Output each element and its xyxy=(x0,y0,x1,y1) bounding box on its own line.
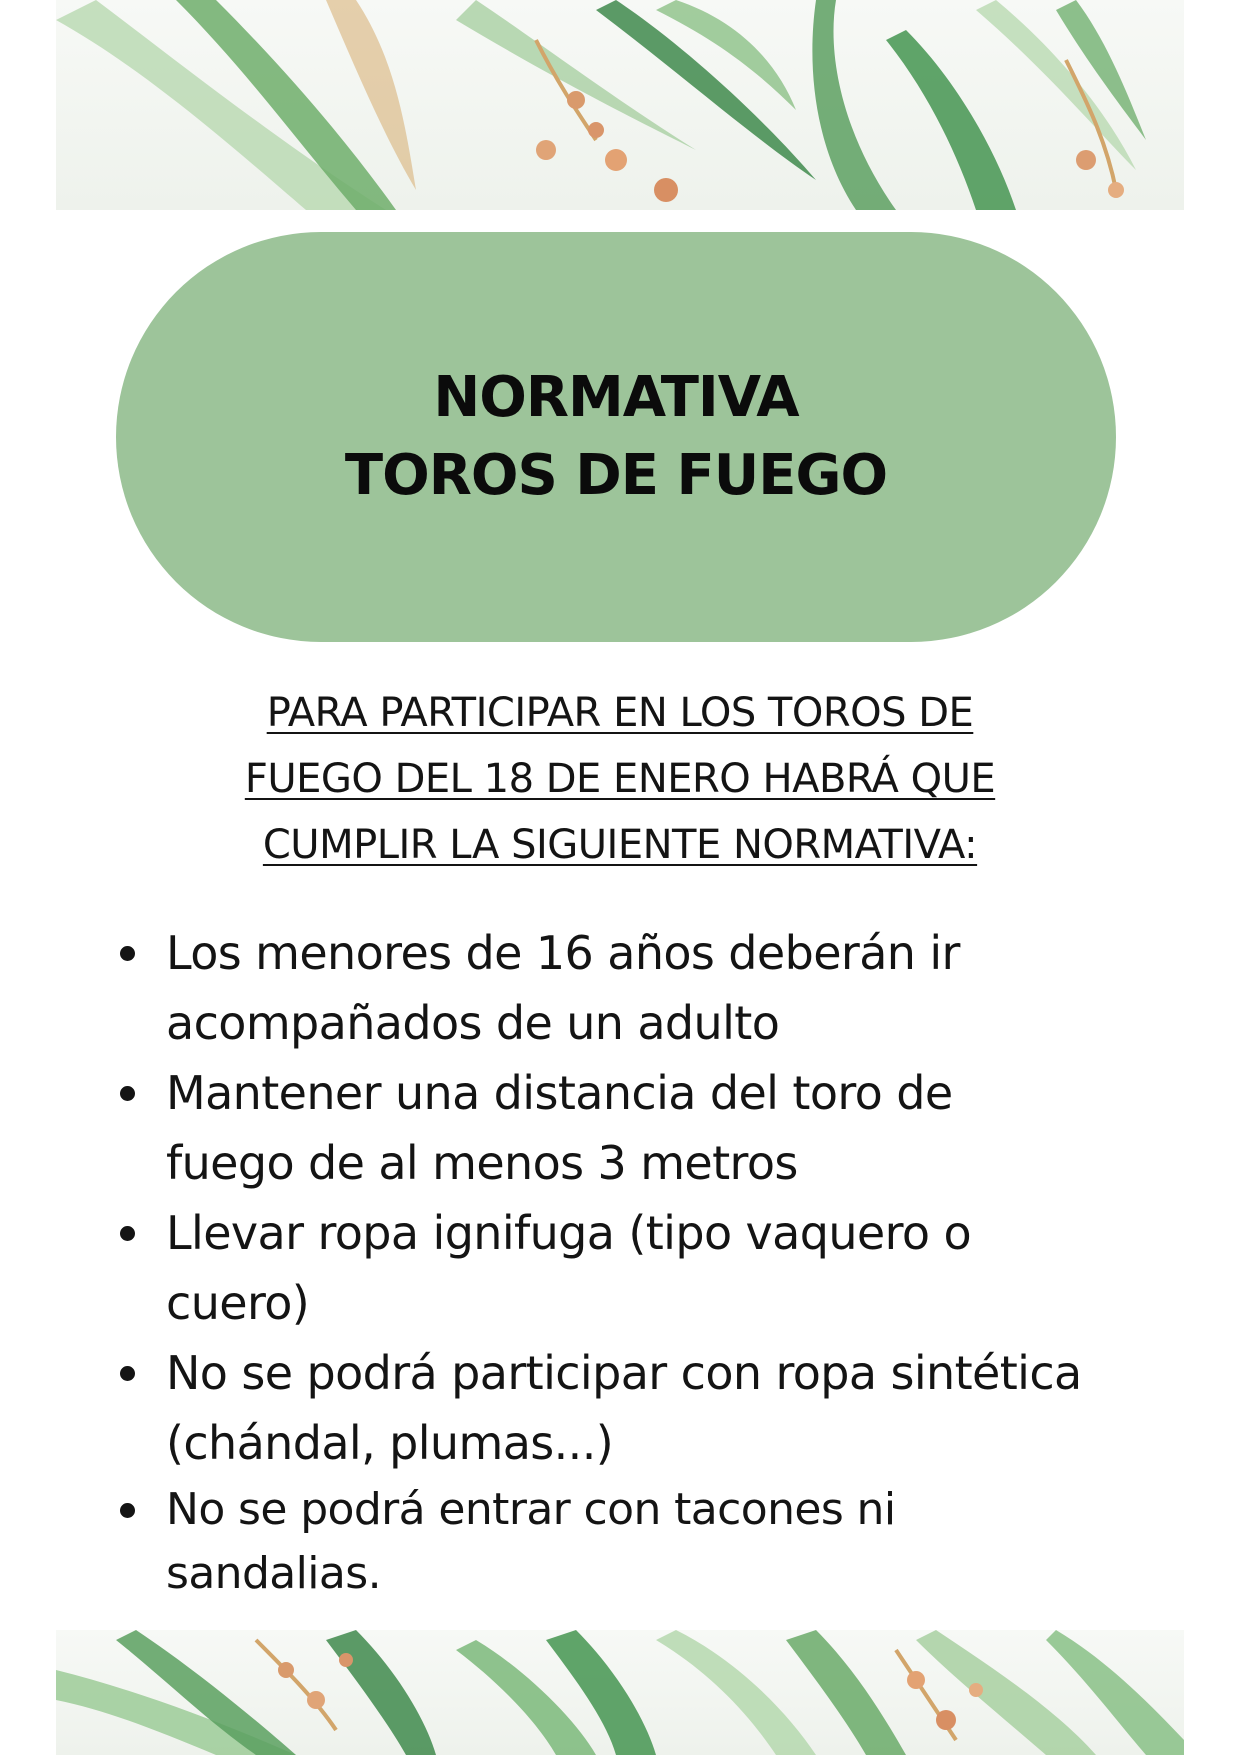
rule-text: Llevar ropa ignifuga (tipo vaquero o xyxy=(166,1206,971,1260)
rule-item xyxy=(112,1198,1192,1338)
title-line-1: NORMATIVA xyxy=(433,365,799,430)
rules-list xyxy=(112,918,1192,1606)
intro-text xyxy=(120,680,1120,878)
bullet-icon xyxy=(120,1086,135,1101)
rule-text: No se podrá entrar con tacones ni xyxy=(166,1484,896,1535)
rule-item xyxy=(112,1478,1192,1606)
rule-item xyxy=(112,1058,1192,1198)
rule-text: Mantener una distancia del toro de xyxy=(166,1066,953,1120)
bullet-icon xyxy=(120,1226,135,1241)
intro-line: FUEGO DEL 18 DE ENERO HABRÁ QUE xyxy=(244,756,996,802)
top-leaves-illustration xyxy=(56,0,1184,210)
rule-text: acompañados de un adulto xyxy=(166,996,780,1050)
rule-item xyxy=(112,918,1192,1058)
rule-text: fuego de al menos 3 metros xyxy=(166,1136,798,1190)
intro-line: PARA PARTICIPAR EN LOS TOROS DE xyxy=(266,690,974,736)
bottom-leaves-illustration xyxy=(56,1630,1184,1755)
bullet-icon xyxy=(120,1366,135,1381)
title-line-2: TOROS DE FUEGO xyxy=(344,443,888,508)
rule-text: (chándal, plumas...) xyxy=(166,1416,614,1470)
intro-line: CUMPLIR LA SIGUIENTE NORMATIVA: xyxy=(262,822,978,868)
rule-text: No se podrá participar con ropa sintética xyxy=(166,1346,1082,1400)
leaves-illustration xyxy=(56,0,1184,210)
title-banner xyxy=(116,232,1116,642)
rule-text: cuero) xyxy=(166,1276,310,1330)
rule-text: sandalias. xyxy=(166,1548,381,1599)
rule-text: Los menores de 16 años deberán ir xyxy=(166,926,960,980)
bullet-icon xyxy=(120,1503,135,1518)
rule-item xyxy=(112,1338,1192,1478)
leaves-illustration xyxy=(56,1630,1184,1755)
bullet-icon xyxy=(120,946,135,961)
